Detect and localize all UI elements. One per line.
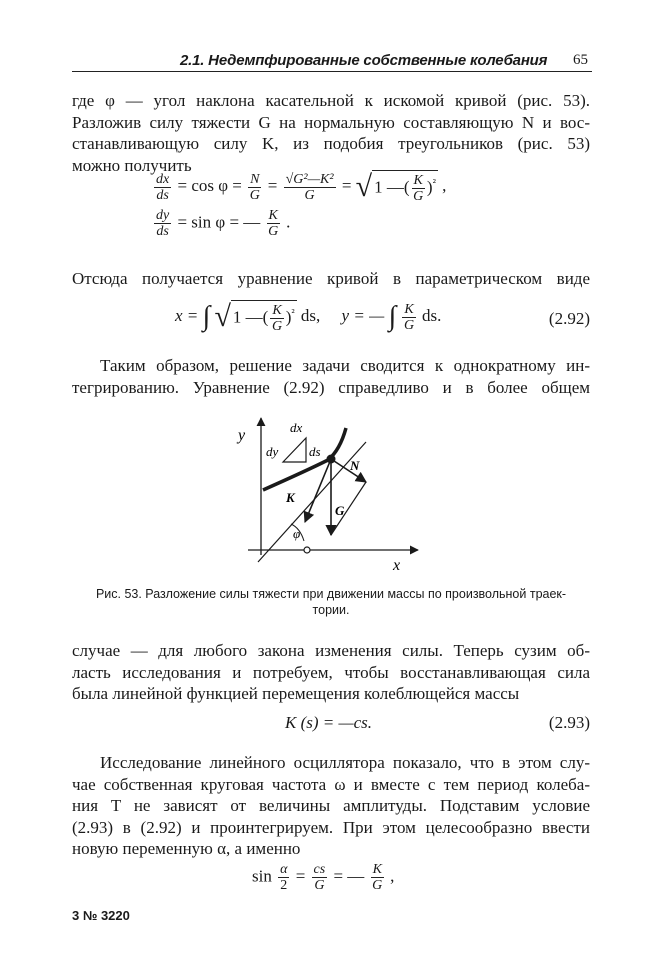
equation-2-92: x = ∫ √ 1 —( $\frac{K}{G}$ )$^{^2}$ ds, y = — ∫ $\frac{K}{G}$ ds. xyxy=(175,300,442,334)
figure-caption xyxy=(72,586,590,618)
equation-number: (2.92) xyxy=(548,309,590,328)
text-line: Исследование линейного осциллятора показало, что в этом слу- xyxy=(100,753,590,772)
caption-line: Рис. 53. Разложение силы тяжести при движении массы по произвольной траек- xyxy=(95,587,567,601)
phi-label: φ xyxy=(293,526,301,541)
dy-label: dy xyxy=(266,444,279,459)
text-line: случае — для любого закона изменения силы. Теперь сузим об- xyxy=(72,641,590,660)
fraction-dy-ds: $\frac{dy}{ds}$ xyxy=(156,208,170,239)
text-line: тегрированию. Уравнение (2.92) справедливо и в более общем xyxy=(72,377,590,397)
page-number: 65 xyxy=(573,52,588,68)
root-sign: √ xyxy=(214,300,231,333)
paragraph-3 xyxy=(72,355,590,398)
text-line: где φ — угол наклона касательной к искомой кривой (рис. 53). xyxy=(72,91,590,110)
equation-sin: $\frac{dy}{ds}$ = sin φ = — $\frac{K}{G}$ . xyxy=(156,208,291,239)
dx-label: dx xyxy=(290,420,303,435)
paragraph-2 xyxy=(72,268,590,290)
root-body: 1 —( $\frac{K}{G}$ )$^{^2}$ xyxy=(231,300,297,334)
k-label: K xyxy=(286,490,295,505)
fraction-n-g: $\frac{N}{G}$ xyxy=(249,171,260,203)
paragraph-1 xyxy=(72,90,590,176)
differential-triangle xyxy=(283,438,306,462)
text-line: (2.93) в (2.92) и проинтегрируем. При этом целесообразно ввести xyxy=(72,817,590,837)
x-axis-label: x xyxy=(393,557,401,574)
y-axis-label: y xyxy=(238,427,246,444)
text-line: Таким образом, решение задачи сводится к однократному ин- xyxy=(100,356,590,375)
text-line: Разложив силу тяжести G на нормальную составляющую N и вос- xyxy=(72,112,590,132)
fraction-k-g: $\frac{K}{G}$ xyxy=(268,208,279,239)
text-line: была линейной функцией перемещения колеблющейся массы xyxy=(72,684,520,703)
root-sign: √ xyxy=(355,170,373,203)
text-line: ния T не зависят от величины амплитуды. Подставим условие xyxy=(72,796,590,815)
ds-label: ds xyxy=(309,444,321,459)
caption-line: тории. xyxy=(312,603,350,617)
text-line: станавливающую силу K, из подобия треугольников (рис. 53) xyxy=(72,134,590,153)
text-line: можно получить xyxy=(72,155,192,175)
normal-vector xyxy=(331,459,366,482)
fraction-root: $\frac{\text{√G²—K²}}{G}$ xyxy=(285,171,334,203)
fraction-dx-ds: $\frac{dx}{ds}$ xyxy=(156,171,170,203)
equation-alpha: sin $\frac{\alpha}{2}$ = $\frac{cs}{G}$ = — $\frac{K}{G}$ , xyxy=(252,862,395,893)
g-label: G xyxy=(335,503,345,518)
text-line: Отсюда получается уравнение кривой в параметрическом виде xyxy=(72,269,590,288)
text-line: чае собственная круговая частота ω и вместе с тем период колеба- xyxy=(72,774,590,794)
equation-number: (2.93) xyxy=(548,713,590,732)
text-line: ласть исследования и потребуем, чтобы восстанавливающая сила xyxy=(72,662,590,682)
equation-2-93: K (s) = —cs. xyxy=(285,713,373,732)
figure-53 xyxy=(228,410,428,575)
paragraph-5 xyxy=(72,752,590,860)
root-body: 1 —( $\frac{K}{G}$ )$^{^2}$ xyxy=(372,170,438,204)
equation-cos: $\frac{dx}{ds}$ = cos φ = $\frac{N}{G}$ = $\frac{\text{√G²—K²}}{G}$ = √ 1 —( $\frac{K}{G}$ )$^{^2}$ , xyxy=(156,170,447,204)
running-header xyxy=(72,52,592,70)
printer-signature: 3 № 3220 xyxy=(72,908,130,923)
n-label: N xyxy=(350,458,360,473)
pivot-point xyxy=(304,547,310,553)
section-title: 2.1. Недемпфированные собственные колебания xyxy=(180,52,548,69)
paragraph-4 xyxy=(72,640,590,705)
header-rule xyxy=(72,71,592,72)
text-line: новую переменную α, а именно xyxy=(72,839,301,858)
